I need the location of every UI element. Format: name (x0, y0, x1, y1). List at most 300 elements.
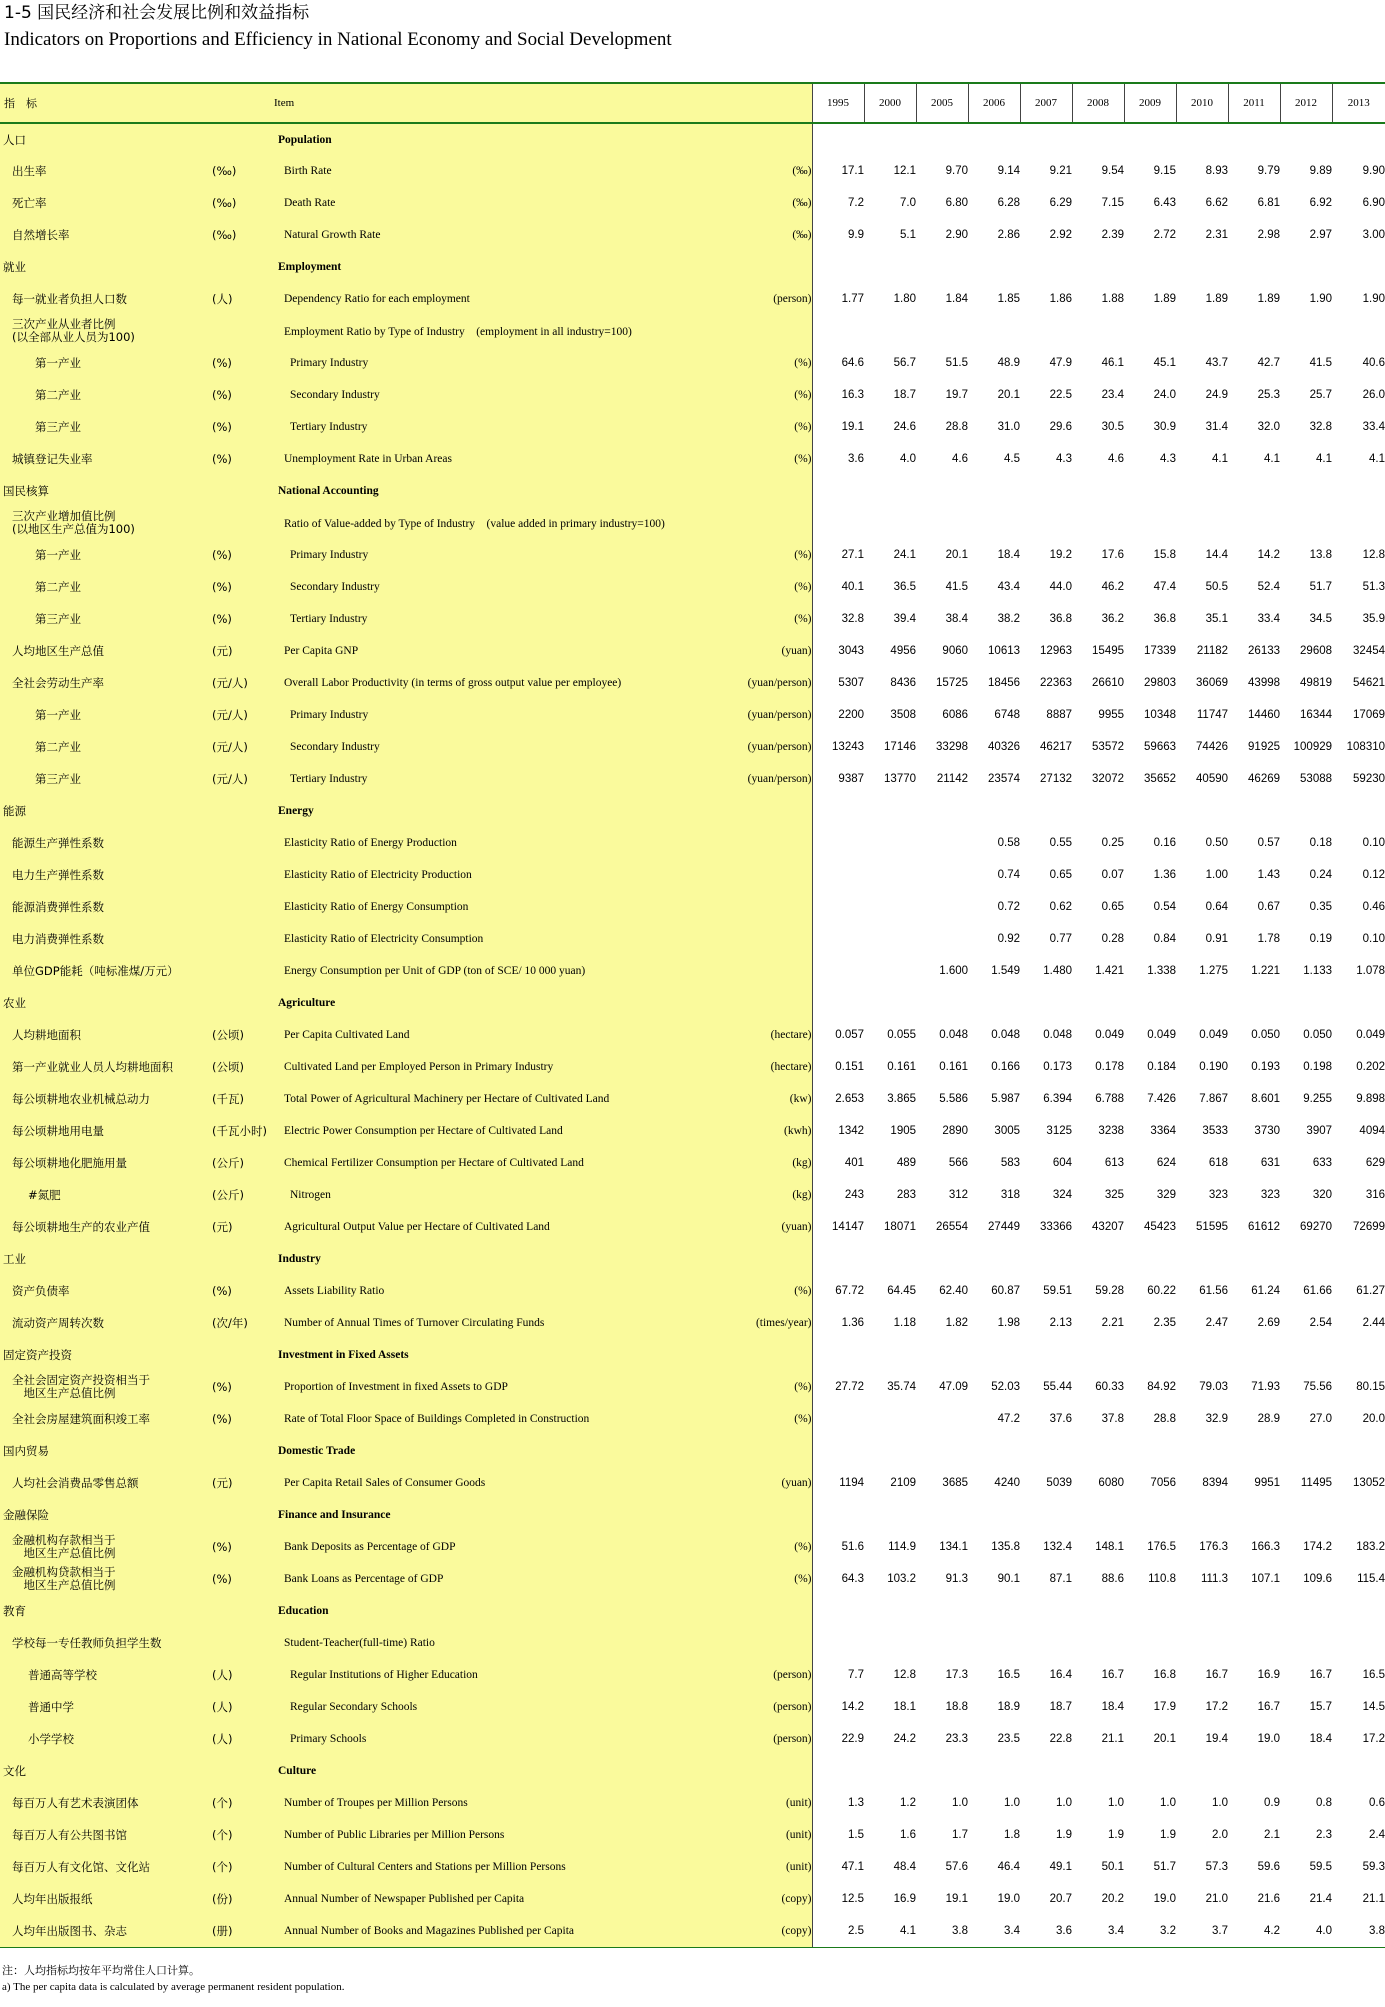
value-2000: 36.5 (893, 581, 917, 593)
indicator-en: Tertiary Industry (274, 411, 650, 443)
unit-en (650, 955, 812, 987)
value-1995: 22.9 (841, 1733, 865, 1745)
value-2008: 32072 (1092, 773, 1125, 785)
value-2007 (1020, 987, 1072, 1019)
value-2011: 43998 (1248, 677, 1281, 689)
unit-cn: (元/人) (212, 731, 274, 763)
unit-en: (%) (650, 411, 812, 443)
indicator-en: Agricultural Output Value per Hectare of Cultivated Land (274, 1211, 650, 1243)
indicator-en: Annual Number of Books and Magazines Published per Capita (274, 1915, 650, 1947)
value-2006: 2.86 (997, 229, 1021, 241)
value-2009: 19.0 (1153, 1893, 1177, 1905)
unit-en: (unit) (650, 1851, 812, 1883)
value-2011: 0.050 (1251, 1029, 1281, 1041)
section-title-en: Industry (274, 1243, 650, 1275)
value-1995 (812, 923, 864, 955)
value-2005: 91.3 (945, 1573, 969, 1585)
indicator-cn-line1: 三次产业从业者比例 (12, 317, 116, 331)
section-row (0, 1339, 1385, 1371)
value-2011: 9.79 (1257, 165, 1281, 177)
value-2000: 1.2 (900, 1797, 917, 1809)
value-2013: 0.049 (1356, 1029, 1385, 1041)
value-2010 (1176, 123, 1228, 155)
value-2005: 47.09 (939, 1381, 969, 1393)
value-2008: 3.4 (1072, 1915, 1124, 1947)
value-2008 (1072, 1595, 1124, 1627)
value-2012: 109.6 (1303, 1573, 1333, 1585)
value-2009 (1124, 123, 1176, 155)
section-title-cn: 文化 (0, 1755, 212, 1787)
value-2005: 1.0 (952, 1797, 969, 1809)
value-2010 (1176, 1499, 1228, 1531)
indicator-cn: 普通高等学校 (0, 1659, 212, 1691)
unit-cn (212, 1595, 274, 1627)
value-2005: 3685 (942, 1477, 969, 1489)
value-1995: 3043 (838, 645, 865, 657)
indicator-cn: 第一产业 (0, 699, 212, 731)
table-row (0, 1179, 1385, 1211)
value-2013 (1332, 795, 1385, 827)
value-2007: 0.55 (1049, 837, 1073, 849)
value-2006 (968, 123, 1020, 155)
indicator-cn: 流动资产周转次数 (0, 1307, 212, 1339)
value-1995 (812, 1755, 864, 1787)
value-2006: 5.987 (991, 1093, 1021, 1105)
header-year-2012: 2012 (1280, 83, 1332, 123)
value-1995 (812, 315, 864, 347)
indicator-en: Secondary Industry (274, 571, 650, 603)
unit-en (650, 1435, 812, 1467)
value-2007: 33366 (1040, 1221, 1073, 1233)
value-2010: 0.64 (1205, 901, 1229, 913)
indicator-cn: 单位GDP能耗（吨标准煤/万元） (0, 955, 212, 987)
value-2009: 329 (1156, 1189, 1177, 1201)
table-row (0, 763, 1385, 795)
value-2011 (1228, 1627, 1280, 1659)
section-row (0, 251, 1385, 283)
value-2013: 0.12 (1362, 869, 1385, 881)
value-2010: 61.56 (1199, 1285, 1229, 1297)
value-2011: 107.1 (1251, 1573, 1281, 1585)
value-1995: 1194 (839, 1477, 865, 1489)
value-2005: 0.161 (939, 1061, 969, 1073)
value-2005: 51.5 (945, 357, 969, 369)
value-2011: 1.78 (1257, 933, 1281, 945)
unit-en: (‰) (650, 155, 812, 187)
value-2008 (1072, 987, 1124, 1019)
unit-cn (212, 827, 274, 859)
unit-en: (times/year) (650, 1307, 812, 1339)
value-1995 (812, 827, 864, 859)
value-2007 (1020, 251, 1072, 283)
indicator-en: Bank Deposits as Percentage of GDP (274, 1531, 650, 1563)
value-2005: 26554 (936, 1221, 969, 1233)
table-row (0, 1275, 1385, 1307)
value-2007: 22363 (1040, 677, 1073, 689)
value-2008: 325 (1104, 1189, 1125, 1201)
value-1995: 0.057 (835, 1029, 865, 1041)
section-title-en: National Accounting (274, 475, 650, 507)
unit-en: (copy) (650, 1883, 812, 1915)
value-2012: 9.255 (1303, 1093, 1333, 1105)
unit-en: (yuan) (650, 635, 812, 667)
table-row (0, 891, 1385, 923)
value-2006: 38.2 (997, 613, 1021, 625)
value-2008: 43207 (1092, 1221, 1125, 1233)
table-row (0, 347, 1385, 379)
value-2007: 324 (1052, 1189, 1073, 1201)
indicator-en: Per Capita Retail Sales of Consumer Goods (274, 1467, 650, 1499)
value-2000: 24.2 (893, 1733, 917, 1745)
value-2006: 27449 (988, 1221, 1021, 1233)
value-2008: 21.1 (1101, 1733, 1125, 1745)
indicator-en: Primary Schools (274, 1723, 650, 1755)
unit-cn (212, 1243, 274, 1275)
unit-cn (212, 987, 274, 1019)
indicator-cn-line2: (以全部从业人员为100) (12, 330, 135, 344)
value-1995: 14.2 (841, 1701, 865, 1713)
value-2000: 3.865 (887, 1093, 917, 1105)
value-2011 (1228, 1595, 1280, 1627)
indicator-en: Death Rate (274, 187, 650, 219)
indicator-en: Dependency Ratio for each employment (274, 283, 650, 315)
value-2013: 183.2 (1356, 1541, 1385, 1553)
value-2008 (1072, 315, 1124, 347)
value-2009 (1124, 1595, 1176, 1627)
section-title-cn: 农业 (0, 987, 212, 1019)
value-2010: 24.9 (1205, 389, 1229, 401)
value-2010 (1176, 1435, 1228, 1467)
value-2012: 9.89 (1309, 165, 1333, 177)
indicator-en: Elasticity Ratio of Electricity Consumption (274, 923, 650, 955)
value-2006: 3005 (994, 1125, 1021, 1137)
value-2005: 15725 (936, 677, 969, 689)
value-2006: 1.8 (1004, 1829, 1021, 1841)
value-2009: 47.4 (1153, 581, 1177, 593)
value-2010: 31.4 (1205, 421, 1229, 433)
value-1995: 19.1 (841, 421, 865, 433)
value-2000: 24.6 (893, 421, 917, 433)
value-2008: 6.788 (1095, 1093, 1125, 1105)
value-2009: 24.0 (1153, 389, 1177, 401)
value-2007: 18.7 (1049, 1701, 1073, 1713)
value-2013 (1332, 1627, 1385, 1659)
unit-cn: (元) (212, 635, 274, 667)
value-2012: 32.8 (1309, 421, 1333, 433)
indicator-cn: 第三产业 (0, 411, 212, 443)
value-2008: 60.33 (1095, 1381, 1125, 1393)
table-row (0, 699, 1385, 731)
table-row (0, 1531, 1385, 1563)
value-2000: 5.1 (900, 229, 917, 241)
value-2010: 7.867 (1199, 1093, 1229, 1105)
value-2006: 1.549 (991, 965, 1021, 977)
value-2012 (1280, 507, 1332, 539)
value-2005: 19.7 (945, 389, 969, 401)
value-2011: 4.1 (1264, 453, 1281, 465)
unit-cn (212, 891, 274, 923)
value-2012: 320 (1312, 1189, 1333, 1201)
value-2008 (1072, 507, 1124, 539)
value-2006: 18456 (988, 677, 1021, 689)
value-2011 (1228, 1243, 1280, 1275)
value-1995: 32.8 (841, 613, 865, 625)
value-2000 (864, 1627, 916, 1659)
value-2007 (1020, 123, 1072, 155)
value-1995: 1.3 (848, 1797, 865, 1809)
indicator-cn (0, 507, 212, 539)
value-2011: 4.2 (1228, 1915, 1280, 1947)
value-1995 (812, 475, 864, 507)
value-2007: 44.0 (1049, 581, 1073, 593)
indicator-cn: 人均年出版图书、杂志 (0, 1915, 212, 1947)
indicator-cn: 第二产业 (0, 379, 212, 411)
indicator-en: Electric Power Consumption per Hectare of Cultivated Land (274, 1115, 650, 1147)
indicator-cn-line2: 地区生产总值比例 (12, 1386, 116, 1400)
table-row (0, 635, 1385, 667)
value-2011: 16.7 (1257, 1701, 1281, 1713)
value-2011: 46269 (1248, 773, 1281, 785)
table-row (0, 1819, 1385, 1851)
value-2013: 0.10 (1362, 933, 1385, 945)
value-2008: 3238 (1098, 1125, 1125, 1137)
indicator-cn: 死亡率 (0, 187, 212, 219)
value-2011: 2.69 (1257, 1317, 1281, 1329)
value-1995: 7.2 (848, 197, 865, 209)
value-2011: 25.3 (1257, 389, 1281, 401)
table-row (0, 731, 1385, 763)
value-2013 (1332, 987, 1385, 1019)
unit-cn (212, 955, 274, 987)
value-2007: 27132 (1040, 773, 1073, 785)
value-2000 (864, 1755, 916, 1787)
value-2012: 16.7 (1309, 1669, 1333, 1681)
value-2009 (1124, 1339, 1176, 1371)
value-2006 (968, 1595, 1020, 1627)
value-2006 (968, 1435, 1020, 1467)
value-2007: 8887 (1046, 709, 1073, 721)
value-2007: 1.0 (1056, 1797, 1073, 1809)
title-block (4, 2, 672, 52)
page-title-cn: 1-5 国民经济和社会发展比例和效益指标 (4, 3, 310, 23)
indicator-en: Employment Ratio by Type of Industry (employment in all industry=100) (274, 315, 650, 347)
value-2000 (864, 795, 916, 827)
value-1995 (812, 955, 864, 987)
value-2006: 0.166 (991, 1061, 1021, 1073)
value-2008: 148.1 (1095, 1541, 1125, 1553)
value-2007: 12963 (1040, 645, 1073, 657)
value-2007: 29.6 (1049, 421, 1073, 433)
unit-cn: (%) (212, 379, 274, 411)
indicator-cn: 每公顷耕地用电量 (0, 1115, 212, 1147)
unit-en: (%) (650, 1563, 812, 1595)
value-2008 (1072, 251, 1124, 283)
value-2005: 62.40 (939, 1285, 969, 1297)
value-2006: 318 (1000, 1189, 1021, 1201)
value-2007 (1020, 1595, 1072, 1627)
value-2010: 1.89 (1205, 293, 1229, 305)
value-2013: 21.1 (1362, 1893, 1385, 1905)
table-row (0, 1403, 1385, 1435)
value-2008: 0.65 (1101, 901, 1125, 913)
value-2000: 4.0 (900, 453, 917, 465)
value-2008: 0.178 (1095, 1061, 1125, 1073)
value-2008: 0.28 (1101, 933, 1125, 945)
value-2006 (968, 1755, 1020, 1787)
value-2005: 3.8 (916, 1915, 968, 1947)
section-title-en: Employment (274, 251, 650, 283)
indicator-en: Natural Growth Rate (274, 219, 650, 251)
value-2007: 22.8 (1049, 1733, 1073, 1745)
indicator-en: Cultivated Land per Employed Person in Primary Industry (274, 1051, 650, 1083)
value-1995 (812, 1627, 864, 1659)
value-2007: 36.8 (1049, 613, 1073, 625)
value-2013 (1332, 251, 1385, 283)
value-2008: 1.9 (1108, 1829, 1125, 1841)
value-2012: 53088 (1300, 773, 1333, 785)
table-row (0, 443, 1385, 475)
value-2009: 2.72 (1153, 229, 1177, 241)
value-2005: 21142 (936, 773, 969, 785)
table-row (0, 379, 1385, 411)
indicator-cn-line1: 金融机构存款相当于 (12, 1533, 116, 1547)
unit-en: (yuan/person) (650, 763, 812, 795)
value-2010: 51595 (1196, 1221, 1229, 1233)
value-2008: 2.39 (1101, 229, 1125, 241)
value-2013 (1332, 1755, 1385, 1787)
value-2012: 174.2 (1303, 1541, 1333, 1553)
table-row (0, 1883, 1385, 1915)
unit-cn: (%) (212, 571, 274, 603)
section-row (0, 987, 1385, 1019)
value-2009: 20.1 (1153, 1733, 1177, 1745)
value-2011 (1228, 507, 1280, 539)
value-2008: 88.6 (1101, 1573, 1125, 1585)
value-2011: 1.89 (1257, 293, 1281, 305)
value-2010: 8.93 (1205, 165, 1229, 177)
value-2006: 18.9 (997, 1701, 1021, 1713)
value-1995 (812, 891, 864, 923)
unit-en (650, 987, 812, 1019)
unit-en: (kg) (650, 1147, 812, 1179)
indicator-cn: 每公顷耕地化肥施用量 (0, 1147, 212, 1179)
value-2013: 54621 (1353, 677, 1385, 689)
value-2000: 0.055 (887, 1029, 917, 1041)
value-2011 (1228, 1755, 1280, 1787)
value-2008 (1072, 123, 1124, 155)
header-year-2008: 2008 (1072, 83, 1124, 123)
header-year-2009: 2009 (1124, 83, 1176, 123)
value-2000 (864, 1595, 916, 1627)
unit-en: (person) (650, 1659, 812, 1691)
value-2013: 51.3 (1362, 581, 1385, 593)
value-2007 (1020, 1243, 1072, 1275)
unit-cn: (%) (212, 603, 274, 635)
value-2008: 53572 (1092, 741, 1125, 753)
value-2013: 108310 (1346, 741, 1385, 753)
indicator-en: Primary Industry (274, 347, 650, 379)
value-2011 (1228, 795, 1280, 827)
value-2013: 40.6 (1362, 357, 1385, 369)
value-2005: 4.6 (952, 453, 969, 465)
value-2007: 0.048 (1043, 1029, 1073, 1041)
value-2006: 1.85 (997, 293, 1021, 305)
value-2000: 39.4 (893, 613, 917, 625)
indicator-cn: 自然增长率 (0, 219, 212, 251)
indicator-cn: 每公顷耕地农业机械总动力 (0, 1083, 212, 1115)
value-2010: 57.3 (1205, 1861, 1229, 1873)
value-2010: 3533 (1202, 1125, 1229, 1137)
value-2010 (1176, 475, 1228, 507)
indicator-cn: 能源生产弹性系数 (0, 827, 212, 859)
value-2006 (968, 251, 1020, 283)
indicator-en: Energy Consumption per Unit of GDP (ton of SCE/ 10 000 yuan) (274, 955, 650, 987)
table-row (0, 1371, 1385, 1403)
value-2009: 1.0 (1160, 1797, 1177, 1809)
value-2010: 3.7 (1176, 1915, 1228, 1947)
value-2009: 7056 (1150, 1477, 1177, 1489)
indicator-cn: 每百万人有艺术表演团体 (0, 1787, 212, 1819)
unit-cn: (%) (212, 347, 274, 379)
value-2010: 8394 (1202, 1477, 1229, 1489)
value-2012 (1280, 1627, 1332, 1659)
indicator-en: Ratio of Value-added by Type of Industry (value added in primary industry=100) (274, 507, 650, 539)
value-2006: 135.8 (991, 1541, 1021, 1553)
value-2007: 47.9 (1049, 357, 1073, 369)
unit-en (650, 315, 812, 347)
unit-en: (%) (650, 347, 812, 379)
value-2010: 323 (1208, 1189, 1229, 1201)
unit-en: (yuan/person) (650, 731, 812, 763)
notes (2, 1963, 344, 1995)
value-1995: 1.36 (841, 1317, 865, 1329)
value-1995: 17.1 (841, 165, 865, 177)
value-2005: 17.3 (945, 1669, 969, 1681)
value-2013: 9.90 (1362, 165, 1385, 177)
table-row (0, 1211, 1385, 1243)
indicator-cn: 第一产业就业人员人均耕地面积 (0, 1051, 212, 1083)
value-2013: 13052 (1353, 1477, 1385, 1489)
value-2005 (916, 1755, 968, 1787)
value-1995: 2200 (838, 709, 865, 721)
value-2013: 9.898 (1356, 1093, 1385, 1105)
value-2010: 16.7 (1205, 1669, 1229, 1681)
value-2007: 0.65 (1049, 869, 1073, 881)
value-2005: 9060 (942, 645, 969, 657)
value-2000: 56.7 (893, 357, 917, 369)
value-2011: 61612 (1248, 1221, 1281, 1233)
unit-cn: (‰) (212, 219, 274, 251)
value-2010 (1176, 987, 1228, 1019)
value-2009: 84.92 (1147, 1381, 1177, 1393)
value-2009: 60.22 (1147, 1285, 1177, 1297)
value-2000: 103.2 (887, 1573, 917, 1585)
value-2009: 36.8 (1153, 613, 1177, 625)
value-2008: 6080 (1098, 1477, 1125, 1489)
value-2006: 1.98 (997, 1317, 1021, 1329)
unit-cn: (%) (212, 411, 274, 443)
value-2000: 1.80 (893, 293, 917, 305)
unit-cn (212, 1435, 274, 1467)
table-row (0, 1147, 1385, 1179)
value-2011: 61.24 (1251, 1285, 1281, 1297)
value-2009: 1.36 (1153, 869, 1177, 881)
value-2012: 11495 (1300, 1477, 1333, 1489)
value-2009: 51.7 (1153, 1861, 1177, 1873)
value-1995: 3.6 (848, 453, 865, 465)
value-2013: 0.6 (1369, 1797, 1385, 1809)
value-2010: 19.4 (1205, 1733, 1229, 1745)
